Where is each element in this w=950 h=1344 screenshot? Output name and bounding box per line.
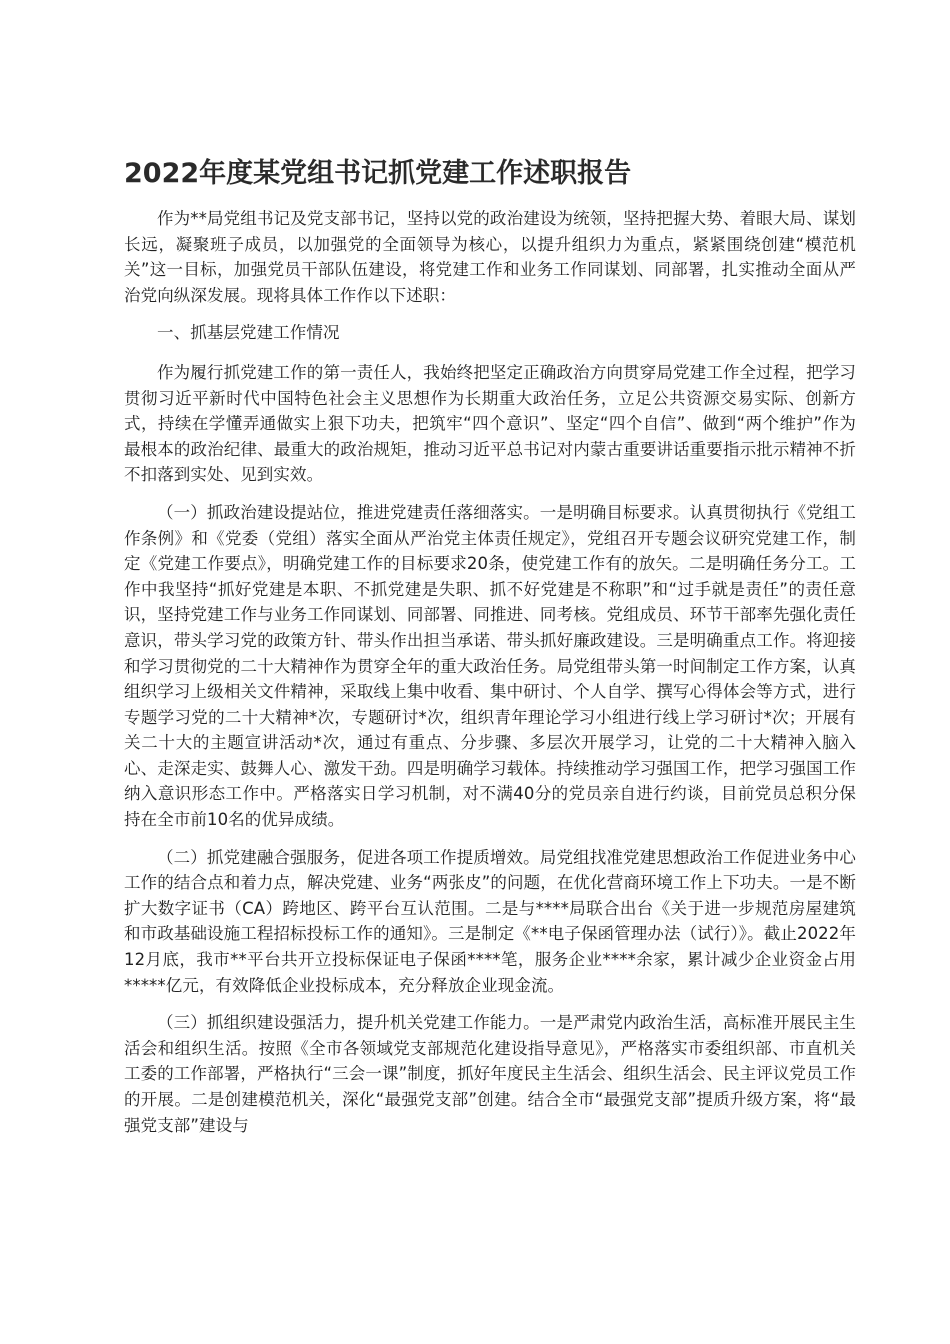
intro-paragraph: 作为**局党组书记及党支部书记，坚持以党的政治建设为统领，坚持把握大势、着眼大局、谋划长远，凝聚班子成员，以加强党的全面领导为核心，以提升组织力为重点，紧紧围绕创建“模范机关”这一目标，加强党员干部队伍建设，将党建工作和业务工作同谋划、同部署，扎实推动全面从严治党向纵深发展。现将具体工作作以下述职： [124, 209, 856, 305]
section-heading: 一、抓基层党建工作情况 [157, 323, 340, 343]
document-body [124, 206, 856, 1150]
body-paragraph: 作为履行抓党建工作的第一责任人，我始终把坚定正确政治方向贯穿局党建工作全过程，把学习贯彻习近平新时代中国特色社会主义思想作为长期重大政治任务，立足公共资源交易实际、创新方式，持续在学懂弄通做实上狠下功夫，把筑牢“四个意识”、坚定“四个自信”、做到“两个维护”作为最根本的政治纪律、最重大的政治规矩，推动习近平总书记对内蒙古重要讲话重要指示批示精神不折不扣落到实处、见到实效。 [124, 362, 856, 485]
body-paragraph: （三）抓组织建设强活力，提升机关党建工作能力。一是严肃党内政治生活，高标准开展民主生活会和组织生活。按照《全市各领域党支部规范化建设指导意见》，严格落实市委组织部、市直机关工委的工作部署，严格执行“三会一课”制度，抓好年度民主生活会、组织生活会、民主评议党员工作的开展。二是创建模范机关，深化“最强党支部”创建。结合全市“最强党支部”提质升级方案，将“最强党支部”建设与 [124, 1013, 856, 1135]
body-paragraph: （二）抓党建融合强服务，促进各项工作提质增效。局党组找准党建思想政治工作促进业务中心工作的结合点和着力点，解决党建、业务“两张皮”的问题，在优化营商环境工作上下功夫。一是不断扩大数字证书（CA）跨地区、跨平台互认范围。二是与****局联合出台《关于进一步规范房屋建筑和市政基础设施工程招标投标工作的通知》。三是制定《**电子保函管理办法（试行）》。截止2022年12月底，我市**平台共开立投标保证电子保函****笔，服务企业****余家，累计减少企业资金占用*****亿元，有效降低企业投标成本，充分释放企业现金流。 [124, 847, 856, 995]
body-paragraph: （一）抓政治建设提站位，推进党建责任落细落实。一是明确目标要求。认真贯彻执行《党组工作条例》和《党委（党组）落实全面从严治党主体责任规定》，党组召开专题会议研究党建工作，制定《党建工作要点》，明确党建工作的目标要求20条，使党建工作有的放矢。二是明确任务分工。工作中我坚持“抓好党建是本职、不抓党建是失职、抓不好党建是不称职”和“过手就是责任”的责任意识，坚持党建工作与业务工作同谋划、同部署、同推进、同考核。党组成员、环节干部率先强化责任意识，带头学习党的政策方针、带头作出担当承诺、带头抓好廉政建设。三是明确重点工作。将迎接和学习贯彻党的二十大精神作为贯穿全年的重大政治任务。局党组带头第一时间制定工作方案，认真组织学习上级相关文件精神，采取线上集中收看、集中研讨、个人自学、撰写心得体会等方式，进行专题学习党的二十大精神*次，专题研讨*次，组织青年理论学习小组进行线上学习研讨*次；开展有关二十大的主题宣讲活动*次，通过有重点、分步骤、多层次开展学习，让党的二十大精神入脑入心、走深走实、鼓舞人心、激发干劲。四是明确学习载体。持续推动学习强国工作，把学习强国工作纳入意识形态工作中。严格落实日学习机制，对不满40分的党员亲自进行约谈，目前党员总积分保持在全市前10名的优异成绩。 [124, 502, 856, 830]
document-title: 2022年度某党组书记抓党建工作述职报告 [124, 158, 632, 189]
